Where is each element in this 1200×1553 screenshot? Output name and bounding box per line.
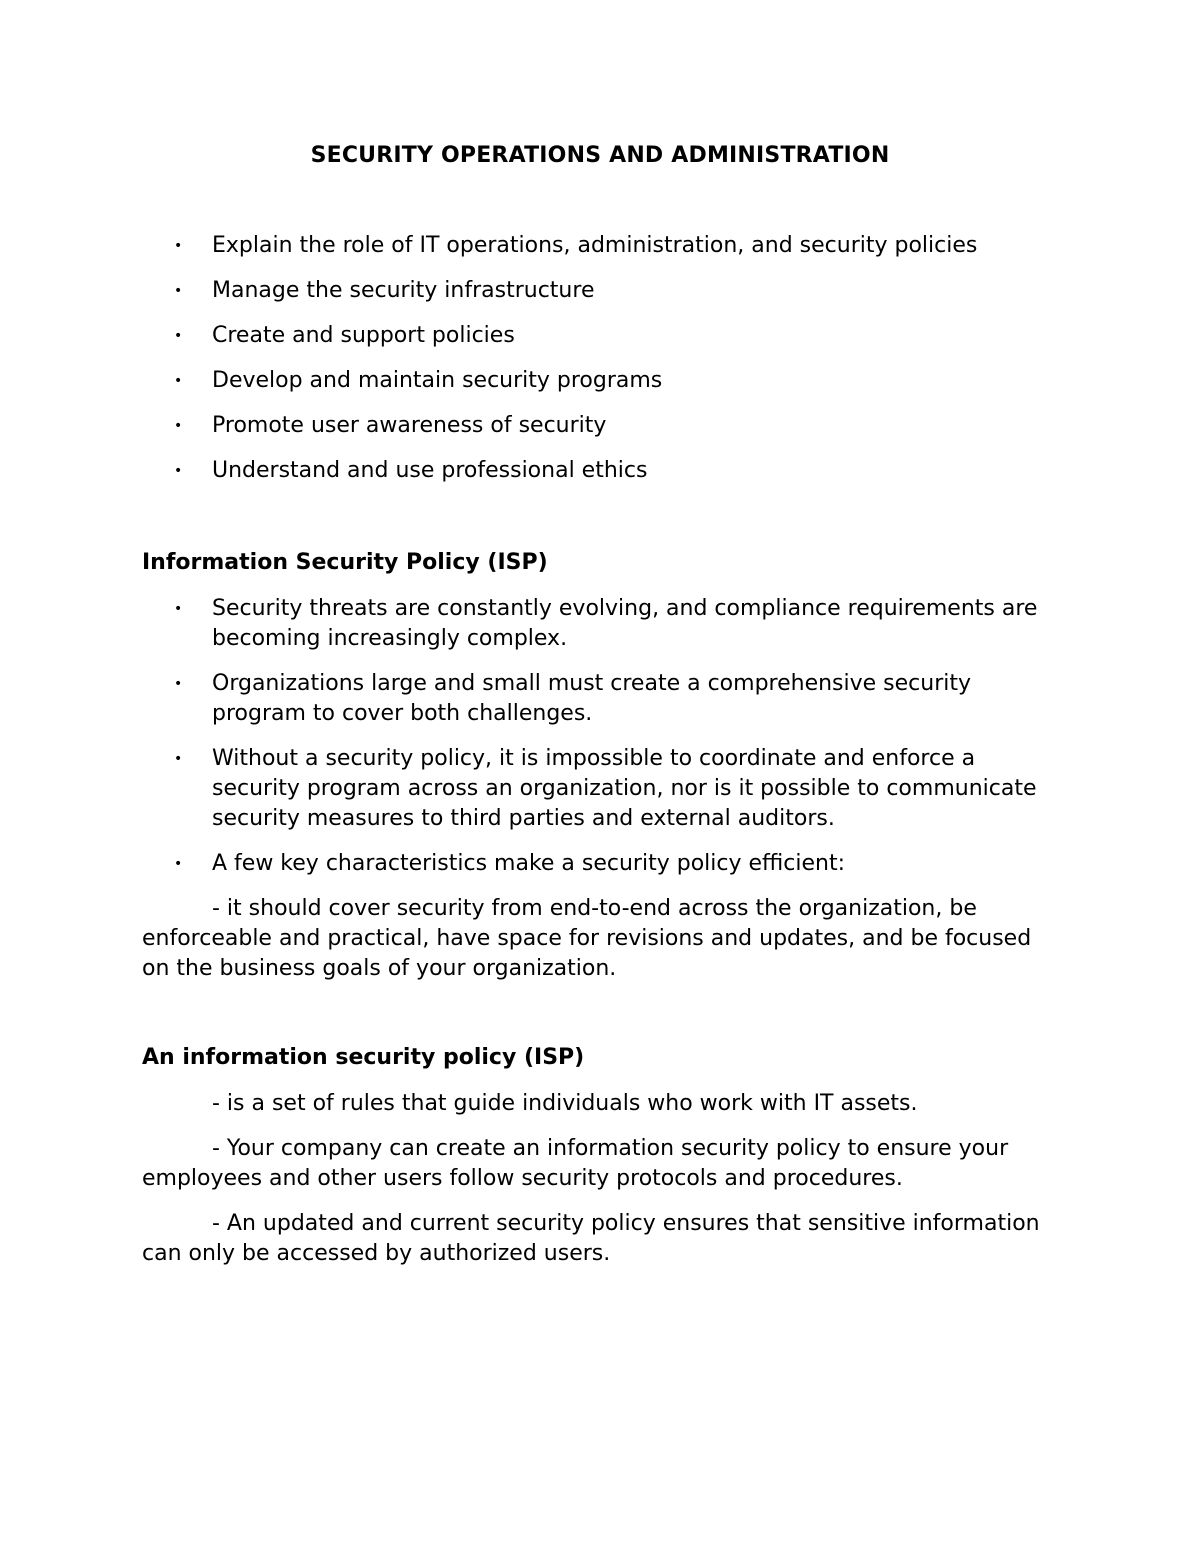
list-item-text: Without a security policy, it is impossible to coordinate and enforce a security program across an organization, nor is it possible to communicate security measures to third parties and external auditors. xyxy=(212,746,1037,831)
list-item-text: Create and support policies xyxy=(212,323,515,348)
definition-heading: An information security policy (ISP) xyxy=(142,1045,585,1070)
bullet-icon: • xyxy=(174,463,183,479)
bullet-icon: • xyxy=(174,601,183,617)
bullet-icon: • xyxy=(174,676,183,692)
list-item-text: Organizations large and small must create a comprehensive security program to cover both challenges. xyxy=(212,671,972,726)
list-item xyxy=(0,669,1200,729)
list-item-text: A few key characteristics make a security policy efficient: xyxy=(212,851,846,876)
definition-paragraph: - Your company can create an information security policy to ensure your employees and other users follow security protocols and procedures. xyxy=(142,1136,1009,1191)
list-item xyxy=(0,276,1200,306)
list-item-text: Understand and use professional ethics xyxy=(212,458,648,483)
list-item-text: Promote user awareness of security xyxy=(212,413,607,438)
list-item xyxy=(0,849,1200,879)
list-item-text: Security threats are constantly evolving, and compliance requirements are becoming increasingly complex. xyxy=(212,596,1038,651)
bullet-icon: • xyxy=(174,373,183,389)
page-title: SECURITY OPERATIONS AND ADMINISTRATION xyxy=(310,143,890,168)
bullet-icon: • xyxy=(174,238,183,254)
bullet-icon: • xyxy=(174,856,183,872)
bullet-icon: • xyxy=(174,328,183,344)
isp-characteristics-paragraph: - it should cover security from end-to-end across the organization, be enforceable and practical, have space for revisions and updates, and be focused on the business goals of your organization. xyxy=(142,896,1032,981)
list-item xyxy=(0,594,1200,654)
bullet-icon: • xyxy=(174,418,183,434)
definition-paragraph: - is a set of rules that guide individuals who work with IT assets. xyxy=(212,1091,918,1116)
list-item xyxy=(0,321,1200,351)
list-item-text: Explain the role of IT operations, administration, and security policies xyxy=(212,233,978,258)
list-item xyxy=(0,231,1200,261)
list-item xyxy=(0,456,1200,486)
list-item-text: Manage the security infrastructure xyxy=(212,278,595,303)
list-item xyxy=(0,411,1200,441)
list-item xyxy=(0,744,1200,834)
list-item-text: Develop and maintain security programs xyxy=(212,368,663,393)
isp-heading: Information Security Policy (ISP) xyxy=(142,550,548,575)
bullet-icon: • xyxy=(174,751,183,767)
isp-bullet-list xyxy=(0,594,1200,879)
definition-paragraph: - An updated and current security policy ensures that sensitive information can only be accessed by authorized users. xyxy=(142,1211,1040,1266)
list-item xyxy=(0,366,1200,396)
objectives-list xyxy=(0,231,1200,486)
bullet-icon: • xyxy=(174,283,183,299)
